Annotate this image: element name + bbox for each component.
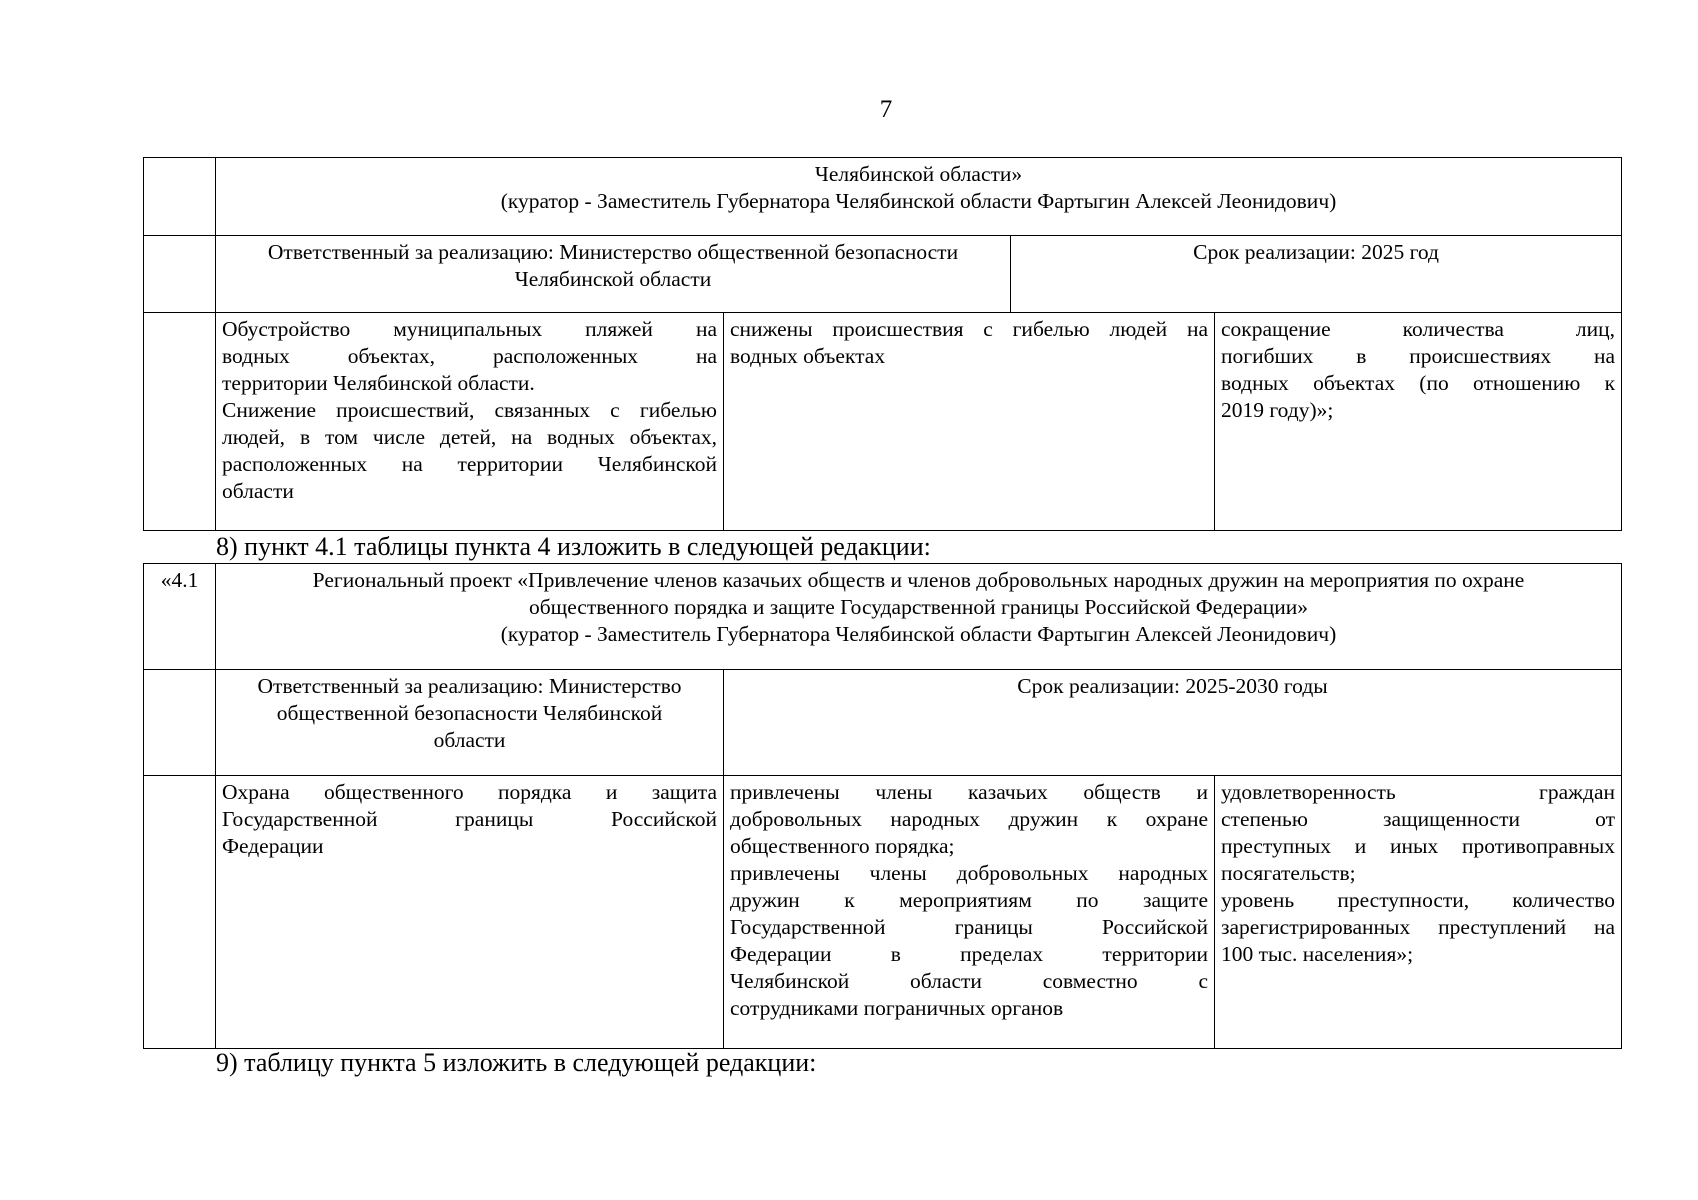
responsible-text: общественной безопасности Челябинской xyxy=(276,701,663,725)
project-title: Региональный проект «Привлечение членов казачьих обществ и членов добровольных народных дружин на мероприятия по охране xyxy=(312,568,1525,592)
result-text: водных объектах xyxy=(730,344,886,368)
indicator-text: сокращение количества лиц, xyxy=(1221,317,1616,341)
responsible-text: Ответственный за реализацию: Министерство общественной безопасности xyxy=(267,240,959,264)
task-text: Федерации xyxy=(222,834,324,858)
project-curator: (куратор - Заместитель Губернатора Челябинской области Фартыгин Алексей Леонидович) xyxy=(500,189,1337,213)
term-cell: Срок реализации: 2025-2030 годы xyxy=(724,670,1622,776)
task-cell xyxy=(216,776,724,1049)
responsible-text: области xyxy=(433,728,506,752)
responsible-cell xyxy=(216,670,724,776)
responsible-text: Челябинской области xyxy=(514,267,712,291)
indicator-text: 2019 году)»; xyxy=(1221,398,1334,422)
project-curator: (куратор - Заместитель Губернатора Челябинской области Фартыгин Алексей Леонидович) xyxy=(500,622,1337,646)
project-title: общественного порядка и защите Государственной границы Российской Федерации» xyxy=(528,595,1309,619)
project-title-end: Челябинской области» xyxy=(814,162,1023,186)
table-item-4-1 xyxy=(143,563,1622,1049)
indicator-text: водных объектах (по отношению к xyxy=(1221,371,1616,395)
task-text: Государственной границы Российской xyxy=(222,807,717,831)
task-text: области xyxy=(222,479,294,503)
indicator-text: преступных и иных противоправных xyxy=(1221,834,1615,858)
table-row xyxy=(144,313,1622,531)
task-cell xyxy=(216,313,724,531)
project-header-cell xyxy=(216,158,1622,236)
number-cell xyxy=(144,670,216,776)
indicator-text: уровень преступности, количество xyxy=(1221,888,1615,912)
indicator-text: посягательств; xyxy=(1221,861,1356,885)
project-header-cell xyxy=(216,564,1622,670)
task-text: Обустройство муниципальных пляжей на xyxy=(222,317,717,341)
number-cell xyxy=(144,776,216,1049)
result-text: общественного порядка; xyxy=(730,834,955,858)
task-text: территории Челябинской области. xyxy=(222,371,535,395)
result-text: Федерации в пределах территории xyxy=(730,942,1208,966)
responsible-text: Ответственный за реализацию: Министерство xyxy=(257,674,682,698)
result-text: дружин к мероприятиям по защите xyxy=(730,888,1208,912)
result-text: добровольных народных дружин к охране xyxy=(730,807,1208,831)
page-number: 7 xyxy=(879,96,893,123)
result-text: снижены происшествия с гибелью людей на xyxy=(730,317,1208,341)
result-text: сотрудниками пограничных органов xyxy=(730,996,1064,1020)
result-cell xyxy=(724,776,1215,1049)
result-text: привлечены члены казачьих обществ и xyxy=(730,780,1208,804)
task-text: Охрана общественного порядка и защита xyxy=(222,780,717,804)
task-text: Снижение происшествий, связанных с гибелью xyxy=(222,398,717,422)
paragraph-9: 9) таблицу пункта 5 изложить в следующей редакции: xyxy=(216,1048,817,1077)
result-text: Челябинской области совместно с xyxy=(730,969,1208,993)
number-cell xyxy=(144,158,216,236)
task-text: расположенных на территории Челябинской xyxy=(222,452,717,476)
result-text: привлечены члены добровольных народных xyxy=(730,861,1208,885)
indicator-text: 100 тыс. населения»; xyxy=(1221,942,1414,966)
indicator-cell xyxy=(1215,776,1622,1049)
indicator-cell xyxy=(1215,313,1622,531)
indicator-text: удовлетворенность граждан xyxy=(1221,780,1615,804)
table-row xyxy=(144,158,1622,236)
task-text: водных объектах, расположенных на xyxy=(222,344,717,368)
result-text: Государственной границы Российской xyxy=(730,915,1208,939)
term-cell: Срок реализации: 2025 год xyxy=(1011,236,1622,313)
number-cell xyxy=(144,313,216,531)
task-text: людей, в том числе детей, на водных объектах, xyxy=(222,425,717,449)
table-section-3-continued xyxy=(143,157,1622,531)
responsible-cell xyxy=(216,236,1011,313)
table-row xyxy=(144,564,1622,670)
table-row xyxy=(144,670,1622,776)
indicator-text: степенью защищенности от xyxy=(1221,807,1615,831)
indicator-text: погибших в происшествиях на xyxy=(1221,344,1616,368)
indicator-text: зарегистрированных преступлений на xyxy=(1221,915,1615,939)
result-cell xyxy=(724,313,1215,531)
number-cell xyxy=(144,236,216,313)
table-row xyxy=(144,776,1622,1049)
item-number: «4.1 xyxy=(144,564,216,670)
paragraph-8: 8) пункт 4.1 таблицы пункта 4 изложить в следующей редакции: xyxy=(216,532,931,561)
table-row xyxy=(144,236,1622,313)
